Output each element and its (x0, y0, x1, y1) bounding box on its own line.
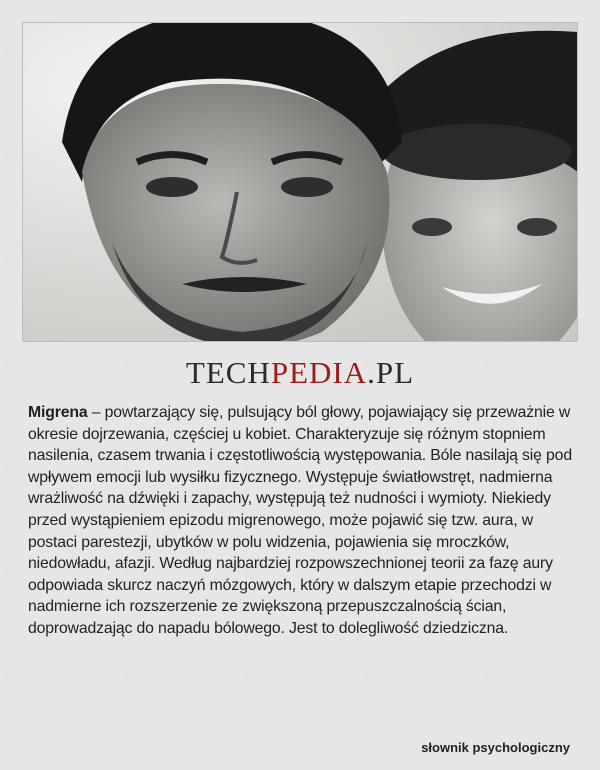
definition-text (28, 402, 576, 640)
techpedia-logo[interactable] (0, 356, 600, 390)
definition-term: Migrena (28, 404, 88, 421)
definition-body: – powtarzający się, pulsujący ból głowy, pojawiający się przeważnie w okresie dojrzewania, częściej u kobiet. Charakteryzuje się różnym stopniem nasilenia, czasem trwania i częstotliwością występowania. Bóle nasilają się pod wpływem emocji lub wysiłku fizycznego. Występuje światłowstręt, nadmierna wrażliwość na dźwięki i zapachy, występują też nudności i wymioty. Niekiedy przed wystąpieniem epizodu migrenowego, może pojawić się tzw. aura, w postaci parestezji, ubytków w polu widzenia, pojawienia się mroczków, niedowładu, afazji. Według najbardziej rozpowszechnionej teorii za fazę aury odpowiada skurcz naczyń mózgowych, który w dalszym etapie przechodzi w nadmierne ich rozszerzenie ze zwiększoną przepuszczalnością ścian, doprowadzając do napadu bólowego. Jest to dolegliwość dziedziczna. (28, 404, 572, 637)
logo-text-pedia: PEDIA (270, 355, 368, 390)
source-label: słownik psychologiczny (421, 740, 570, 755)
photo-illustration (22, 22, 578, 342)
logo-text-tech: TECH (185, 355, 271, 390)
logo-text-pl: .PL (367, 355, 415, 390)
couple-portrait-photo (22, 22, 578, 342)
